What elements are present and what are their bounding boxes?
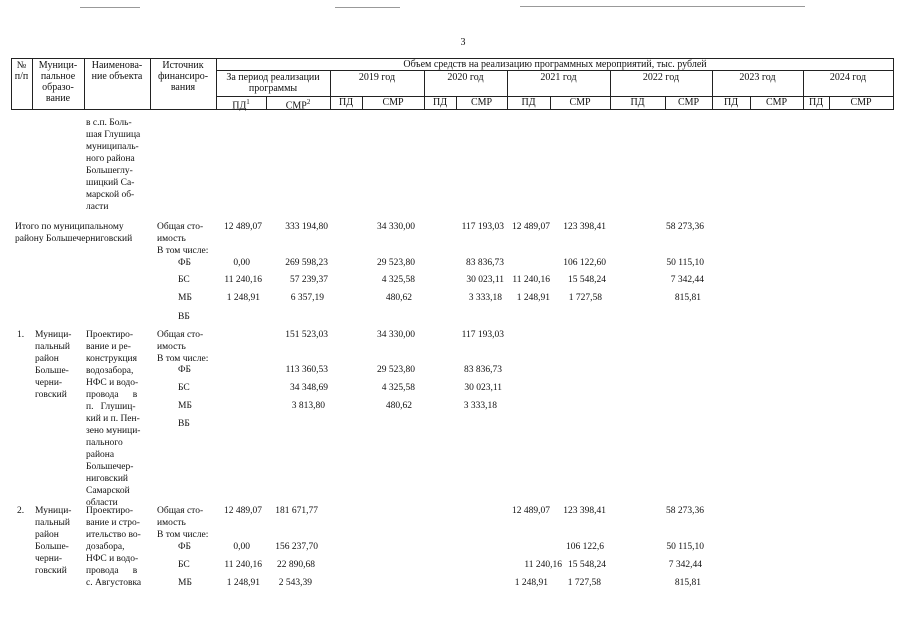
source-label: ВБ — [178, 419, 190, 429]
cell-2019: 4 325,58 — [381, 383, 415, 393]
source-label: БС — [178, 383, 190, 393]
source-label: БС — [178, 560, 190, 570]
year-2020: 2020 год — [447, 72, 484, 83]
cell-smr: 6 357,19 — [290, 293, 324, 303]
cell-2022: 50 115,10 — [666, 542, 704, 552]
row1-source-header: Общая сто- имость В том числе: — [157, 330, 209, 364]
table-header — [0, 0, 905, 120]
cell-2022: 7 342,44 — [670, 275, 704, 285]
cell-pd-2021: 1 248,91 — [514, 578, 548, 588]
source-label: ФБ — [178, 258, 191, 268]
cell-smr: 22 890,68 — [277, 560, 315, 570]
row1-municipality: Муници- пальный район Больше- черни- говский — [35, 330, 72, 400]
year-2019: 2019 год — [358, 72, 396, 83]
cell-2019: 480,62 — [385, 293, 412, 303]
sub-pd-2020: ПД — [432, 97, 448, 108]
total-label: Итого по муниципальному району Большечерниговский — [15, 222, 133, 244]
row2-number: 2. — [17, 506, 25, 516]
sub-smr-2019: СМР — [382, 97, 404, 108]
source-label: МБ — [178, 578, 192, 588]
volume-title: Объем средств на реализацию программных мероприятий, тыс. рублей — [403, 59, 707, 70]
cell-smr-2021: 123 398,41 — [563, 506, 606, 516]
col-source: Источник финансиро- вания — [157, 60, 209, 93]
col-object: Наименова- ние объекта — [91, 60, 143, 82]
cell-smr: 151 523,03 — [285, 330, 328, 340]
cell-smr-2021: 106 122,60 — [563, 258, 606, 268]
cell-2020: 117 193,03 — [461, 330, 504, 340]
sub-pd-2019: ПД — [338, 97, 354, 108]
year-2022: 2022 год — [642, 72, 680, 83]
sub-smr-2022: СМР — [677, 97, 700, 108]
col-number: № п/п — [14, 60, 29, 82]
row2-source-header: Общая сто- имость В том числе: — [157, 506, 209, 540]
cell-2022: 50 115,10 — [666, 258, 704, 268]
sub-smr-2020: СМР — [470, 97, 493, 108]
cell-pd: 12 489,07 — [224, 506, 262, 516]
cell-2022: 58 273,36 — [666, 506, 704, 516]
cell-pd: 1 248,91 — [226, 293, 260, 303]
cell-pd: 12 489,07 — [224, 222, 262, 232]
cell-pd-2021: 12 489,07 — [512, 222, 550, 232]
cell-2019: 4 325,58 — [381, 275, 415, 285]
cell-smr-2021: 106 122,6 — [566, 542, 604, 552]
cell-2020: 117 193,03 — [461, 222, 504, 232]
cell-pd: 11 240,16 — [224, 560, 262, 570]
period-header: За период реализации программы — [226, 72, 320, 94]
year-2024: 2024 год — [829, 72, 867, 83]
col-municipality: Муници- пальное образо- вание — [38, 60, 78, 104]
sub-pd-2022: ПД — [630, 97, 645, 108]
cell-2022: 58 273,36 — [666, 222, 704, 232]
cell-smr: 269 598,23 — [285, 258, 328, 268]
year-2023: 2023 год — [739, 72, 776, 83]
cell-2022: 815,81 — [674, 578, 701, 588]
cell-2022: 815,81 — [674, 293, 701, 303]
footnote-1: 1 — [246, 98, 250, 106]
cell-pd-2021: 11 240,16 — [524, 560, 562, 570]
source-label: ВБ — [178, 312, 190, 322]
cell-smr: 34 348,69 — [290, 383, 328, 393]
cell-smr: 2 543,39 — [278, 578, 312, 588]
cell-2020: 30 023,11 — [466, 275, 504, 285]
source-label: МБ — [178, 401, 192, 411]
cell-2020: 83 836,73 — [464, 365, 502, 375]
cell-2020: 3 333,18 — [463, 401, 497, 411]
source-label: ФБ — [178, 542, 191, 552]
cell-pd: 0,00 — [233, 542, 250, 552]
cell-2019: 34 330,00 — [377, 330, 415, 340]
sub-pd-2023: ПД — [723, 97, 739, 108]
source-label: ФБ — [178, 365, 191, 375]
sub-pd-2024: ПД — [808, 97, 824, 108]
cell-pd-2021: 12 489,07 — [512, 506, 550, 516]
row1-number: 1. — [17, 330, 25, 340]
smr-label: СМР — [285, 100, 307, 112]
cell-2019: 29 523,80 — [377, 365, 415, 375]
cell-pd-2021: 11 240,16 — [512, 275, 550, 285]
cell-2022: 7 342,44 — [668, 560, 702, 570]
cell-2020: 83 836,73 — [466, 258, 504, 268]
cell-smr-2021: 15 548,24 — [568, 560, 606, 570]
cell-smr-2021: 1 727,58 — [567, 578, 601, 588]
source-label: БС — [178, 275, 190, 285]
cell-2020: 3 333,18 — [468, 293, 502, 303]
scan-mark — [335, 7, 400, 8]
scan-mark — [80, 7, 140, 8]
sub-smr-2024: СМР — [850, 97, 872, 108]
row2-object: Проектиро- вание и стро- ительство во- дозабора, НФС и водо- провода в с. Августовка — [86, 506, 142, 588]
footnote-2: 2 — [306, 98, 311, 106]
year-2021: 2021 год — [540, 72, 577, 83]
cell-smr-2021: 15 548,24 — [568, 275, 606, 285]
sub-smr-2021: СМР — [569, 97, 591, 108]
cell-smr-2021: 1 727,58 — [568, 293, 602, 303]
pd-label: ПД — [232, 100, 247, 112]
cell-smr: 113 360,53 — [285, 365, 328, 375]
row2-municipality: Муници- пальный район Больше- черни- говский — [35, 506, 72, 576]
cell-2019: 480,62 — [385, 401, 412, 411]
sub-smr-2023: СМР — [765, 97, 788, 108]
sub-pd-2021: ПД — [521, 97, 536, 108]
source-label: МБ — [178, 293, 192, 303]
cell-smr-2021: 123 398,41 — [563, 222, 606, 232]
scan-mark — [520, 6, 805, 7]
cell-smr: 156 237,70 — [275, 542, 318, 552]
cell-smr: 3 813,80 — [291, 401, 325, 411]
cell-smr: 57 239,37 — [290, 275, 328, 285]
cell-pd: 0,00 — [233, 258, 250, 268]
row1-object: Проектиро- вание и ре- конструкция водозабора, НФС и водо- провода в п. Глушиц- кий и п. Пен- зено муници- пального района Большечер- ниговский Самарской области — [86, 330, 141, 508]
cell-smr: 333 194,80 — [285, 222, 328, 232]
cell-2020: 30 023,11 — [464, 383, 502, 393]
cell-pd-2021: 1 248,91 — [516, 293, 550, 303]
cell-pd: 1 248,91 — [226, 578, 260, 588]
total-source-header: Общая сто- имость В том числе: — [157, 222, 209, 256]
cell-2019: 29 523,80 — [377, 258, 415, 268]
sub-pd-period — [216, 97, 266, 111]
cell-smr: 181 671,77 — [275, 506, 318, 516]
object-fragment: в с.п. Боль- шая Глушица муниципаль- ного района Большеглу- шицкий Са- марской об- ласти — [86, 118, 141, 212]
sub-smr-period — [266, 97, 330, 111]
cell-2019: 34 330,00 — [377, 222, 415, 232]
cell-pd: 11 240,16 — [224, 275, 262, 285]
page-number: 3 — [460, 37, 466, 48]
